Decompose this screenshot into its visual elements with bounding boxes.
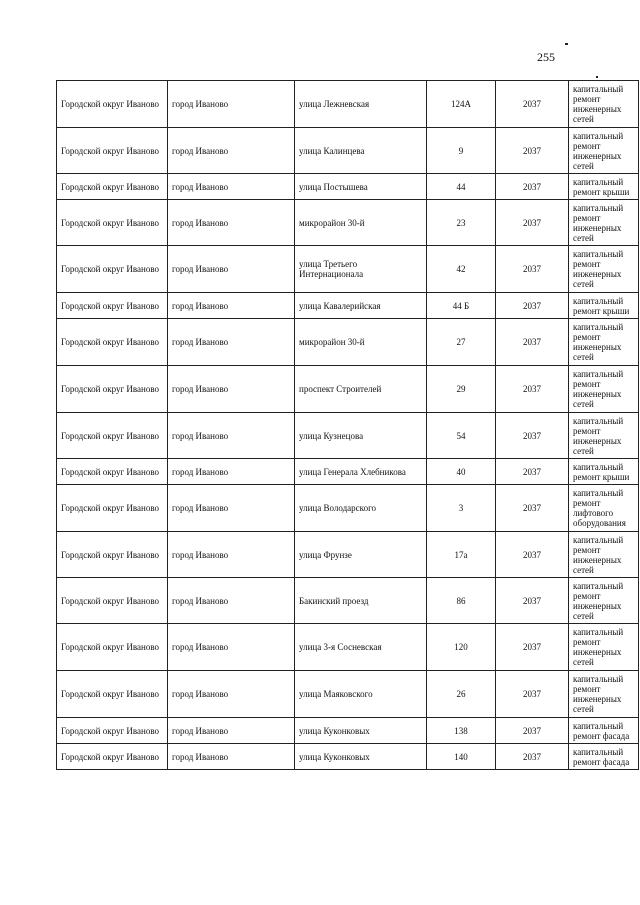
district-cell: Городской округ Иваново (57, 671, 168, 718)
city-cell: город Иваново (168, 532, 295, 578)
work-type-cell: капитальный ремонт инженерных сетей (569, 246, 639, 293)
city-cell: город Иваново (168, 128, 295, 174)
table-row (57, 246, 639, 293)
city-cell: город Иваново (168, 413, 295, 459)
table-row (57, 413, 639, 459)
house-number-cell: 44 (427, 174, 496, 200)
year-cell: 2037 (496, 366, 569, 413)
district-cell: Городской округ Иваново (57, 319, 168, 366)
work-type-cell: капитальный ремонт инженерных сетей (569, 413, 639, 459)
street-cell: Бакинский проезд (295, 578, 427, 624)
street-cell: улица Кузнецова (295, 413, 427, 459)
street-cell: улица Куконковых (295, 744, 427, 770)
year-cell: 2037 (496, 532, 569, 578)
work-type-cell: капитальный ремонт инженерных сетей (569, 671, 639, 718)
house-number-cell: 44 Б (427, 293, 496, 319)
street-cell: улица Постышева (295, 174, 427, 200)
house-number-cell: 3 (427, 485, 496, 532)
work-type-cell: капитальный ремонт лифтового оборудования (569, 485, 639, 532)
table-row (57, 174, 639, 200)
work-type-cell: капитальный ремонт инженерных сетей (569, 532, 639, 578)
housing-repair-table (56, 80, 639, 770)
city-cell: город Иваново (168, 744, 295, 770)
year-cell: 2037 (496, 459, 569, 485)
table-row (57, 578, 639, 624)
table-row (57, 366, 639, 413)
table-row (57, 319, 639, 366)
house-number-cell: 27 (427, 319, 496, 366)
street-cell: улица Куконковых (295, 718, 427, 744)
house-number-cell: 86 (427, 578, 496, 624)
table-row (57, 718, 639, 744)
district-cell: Городской округ Иваново (57, 459, 168, 485)
city-cell: город Иваново (168, 624, 295, 671)
table-row (57, 532, 639, 578)
street-cell: проспект Строителей (295, 366, 427, 413)
table-body (57, 81, 639, 770)
table-row (57, 744, 639, 770)
district-cell: Городской округ Иваново (57, 718, 168, 744)
work-type-cell: капитальный ремонт крыши (569, 174, 639, 200)
street-cell: улица Володарского (295, 485, 427, 532)
work-type-cell: капитальный ремонт фасада (569, 744, 639, 770)
year-cell: 2037 (496, 578, 569, 624)
year-cell: 2037 (496, 413, 569, 459)
year-cell: 2037 (496, 624, 569, 671)
year-cell: 2037 (496, 293, 569, 319)
year-cell: 2037 (496, 81, 569, 128)
year-cell: 2037 (496, 319, 569, 366)
work-type-cell: капитальный ремонт инженерных сетей (569, 366, 639, 413)
street-cell: улица Кавалерийская (295, 293, 427, 319)
house-number-cell: 17а (427, 532, 496, 578)
district-cell: Городской округ Иваново (57, 128, 168, 174)
house-number-cell: 40 (427, 459, 496, 485)
city-cell: город Иваново (168, 459, 295, 485)
year-cell: 2037 (496, 128, 569, 174)
year-cell: 2037 (496, 246, 569, 293)
house-number-cell: 54 (427, 413, 496, 459)
district-cell: Городской округ Иваново (57, 744, 168, 770)
district-cell: Городской округ Иваново (57, 624, 168, 671)
house-number-cell: 23 (427, 200, 496, 246)
house-number-cell: 29 (427, 366, 496, 413)
street-cell: улица 3-я Сосневская (295, 624, 427, 671)
district-cell: Городской округ Иваново (57, 246, 168, 293)
house-number-cell: 26 (427, 671, 496, 718)
house-number-cell: 120 (427, 624, 496, 671)
table-row (57, 200, 639, 246)
city-cell: город Иваново (168, 200, 295, 246)
work-type-cell: капитальный ремонт инженерных сетей (569, 578, 639, 624)
city-cell: город Иваново (168, 671, 295, 718)
page-number: 255 (537, 50, 555, 64)
scan-mark (565, 43, 568, 45)
house-number-cell: 9 (427, 128, 496, 174)
table-row (57, 624, 639, 671)
city-cell: город Иваново (168, 366, 295, 413)
district-cell: Городской округ Иваново (57, 366, 168, 413)
house-number-cell: 124А (427, 81, 496, 128)
house-number-cell: 140 (427, 744, 496, 770)
year-cell: 2037 (496, 174, 569, 200)
year-cell: 2037 (496, 744, 569, 770)
table-row (57, 293, 639, 319)
table-row (57, 485, 639, 532)
house-number-cell: 42 (427, 246, 496, 293)
district-cell: Городской округ Иваново (57, 532, 168, 578)
street-cell: улица Фрунзе (295, 532, 427, 578)
street-cell: улица Маяковского (295, 671, 427, 718)
street-cell: улица Лежневская (295, 81, 427, 128)
city-cell: город Иваново (168, 174, 295, 200)
district-cell: Городской округ Иваново (57, 200, 168, 246)
year-cell: 2037 (496, 671, 569, 718)
year-cell: 2037 (496, 485, 569, 532)
work-type-cell: капитальный ремонт крыши (569, 459, 639, 485)
work-type-cell: капитальный ремонт инженерных сетей (569, 81, 639, 128)
district-cell: Городской округ Иваново (57, 293, 168, 319)
city-cell: город Иваново (168, 319, 295, 366)
city-cell: город Иваново (168, 718, 295, 744)
work-type-cell: капитальный ремонт инженерных сетей (569, 319, 639, 366)
city-cell: город Иваново (168, 81, 295, 128)
table-row (57, 81, 639, 128)
work-type-cell: капитальный ремонт инженерных сетей (569, 128, 639, 174)
scan-mark (596, 76, 598, 78)
table-row (57, 459, 639, 485)
work-type-cell: капитальный ремонт крыши (569, 293, 639, 319)
city-cell: город Иваново (168, 578, 295, 624)
table-row (57, 128, 639, 174)
street-cell: микрорайон 30-й (295, 200, 427, 246)
city-cell: город Иваново (168, 293, 295, 319)
work-type-cell: капитальный ремонт инженерных сетей (569, 200, 639, 246)
table-row (57, 671, 639, 718)
district-cell: Городской округ Иваново (57, 578, 168, 624)
district-cell: Городской округ Иваново (57, 174, 168, 200)
house-number-cell: 138 (427, 718, 496, 744)
year-cell: 2037 (496, 718, 569, 744)
district-cell: Городской округ Иваново (57, 81, 168, 128)
work-type-cell: капитальный ремонт фасада (569, 718, 639, 744)
street-cell: микрорайон 30-й (295, 319, 427, 366)
street-cell: улица Генерала Хлебникова (295, 459, 427, 485)
city-cell: город Иваново (168, 485, 295, 532)
work-type-cell: капитальный ремонт инженерных сетей (569, 624, 639, 671)
street-cell: улица Третьего Интернационала (295, 246, 427, 293)
year-cell: 2037 (496, 200, 569, 246)
city-cell: город Иваново (168, 246, 295, 293)
district-cell: Городской округ Иваново (57, 485, 168, 532)
street-cell: улица Калинцева (295, 128, 427, 174)
district-cell: Городской округ Иваново (57, 413, 168, 459)
